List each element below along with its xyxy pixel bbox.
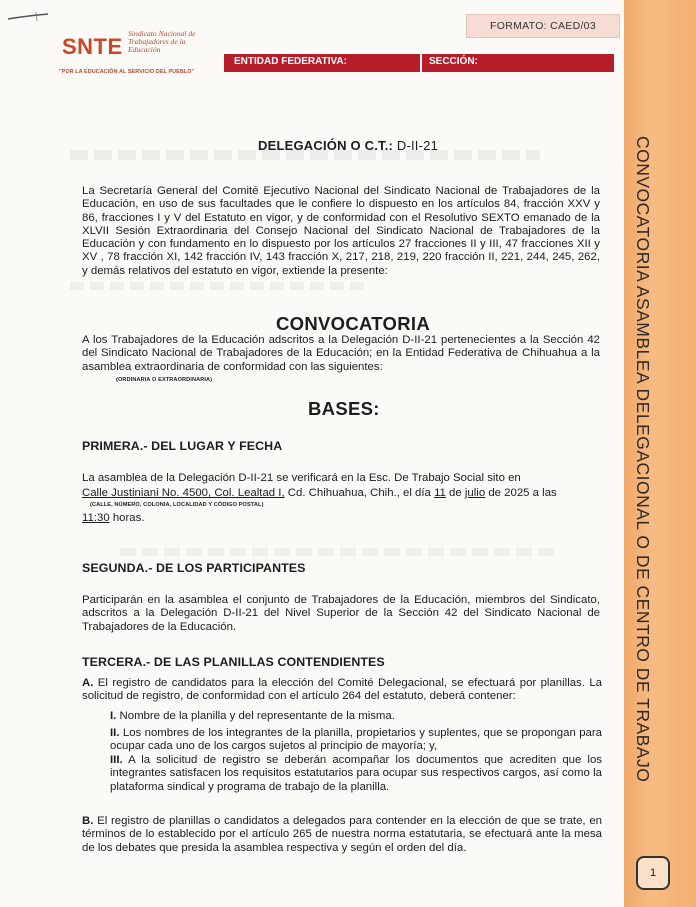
primera-heading: PRIMERA.- DEL LUGAR Y FECHA: [82, 439, 283, 453]
primera-line-1: La asamblea de la Delegación D-II-21 se verificará en la Esc. De Trabajo Social sito en: [82, 472, 521, 484]
item-i: [110, 710, 602, 723]
bases-title: BASES:: [308, 398, 380, 419]
year-text: de 2025 a las: [485, 487, 557, 499]
tercera-b-paragraph: [82, 815, 602, 855]
time-value: 11:30: [82, 512, 110, 524]
pen-mark-icon: [6, 10, 50, 22]
b-text: El registro de planillas o candidatos a delegados para contender en la elección de que se trate, en términos de lo establecido por el artículo 265 de nuestra norma estatutaria, se efectuará ante la mesa de los debates que presida la asamblea respectiva y según el orden del día.: [82, 815, 602, 854]
item-ii-num: II.: [110, 727, 120, 739]
red-bar-divider: [420, 54, 422, 72]
segunda-heading: SEGUNDA.- DE LOS PARTICIPANTES: [82, 561, 306, 575]
segunda-paragraph: Participarán en la asamblea el conjunto de Trabajadores de la Educación, miembros del Sindicato, adscritos a la Delegación D-II-21 del Nivel Superior de la Sección 42 del Sindicato Nacional de Trabajadores de la Educación.: [82, 594, 600, 633]
intro-paragraph: La Secretaría General del Comité Ejecutivo Nacional del Sindicato Nacional de Trabajadores de la Educación, en uso de sus facultades que le confiere lo dispuesto en los artículos 84, fracción XXV y 86, fracciones I y V del Estatuto en vigor, y de conformidad con el Resolutivo SEXTO emanado de la XLVII Sesión Extraordinaria del Consejo Nacional del Sindicato Nacional de Trabajadores de la Educación y con fundamento en lo dispuesto por los artículos 27 fracciones II y III, 47 fracciones XII y XV , 78 fracción XI, 142 fracción IV, 143 fracción X, 217, 218, 219, 220 fracción II, 221, 244, 245, 262, y demás relativos del estatuto en vigor, extiende la presente:: [82, 185, 600, 277]
page-number-box: [636, 856, 670, 890]
item-i-text: Nombre de la planilla y del representante de la misma.: [116, 710, 395, 722]
show-through-marks: [70, 282, 370, 290]
item-ii-text: Los nombres de los integrantes de la planilla, propietarios y suplentes, que se propongan para ocupar cada uno de los cargos sujetos al principio de mayoría; y,: [110, 727, 602, 753]
tercera-heading: TERCERA.- DE LAS PLANILLAS CONTENDIENTES: [82, 655, 385, 669]
logo-text: Sindicato Nacional de Trabajadores de la Educación: [128, 29, 196, 55]
snte-logo: [56, 26, 196, 70]
logo-mark: SNTE: [62, 34, 123, 59]
entidad-label: ENTIDAD FEDERATIVA:: [234, 56, 347, 67]
a-letter: A.: [82, 677, 94, 689]
ordinaria-label: (ORDINARIA O EXTRAORDINARIA): [116, 377, 213, 383]
month-value: julio: [464, 487, 486, 499]
item-iii: [110, 754, 602, 794]
side-title-text: CONVOCATORIA ASAMBLEA DELEGACIONAL O DE CENTRO DE TRABAJO: [633, 136, 653, 783]
item-iii-text: A la solicitud de registro se deberán acompañar los documentos que acrediten que los integrantes satisfacen los requisitos estatutarios para ocupar sus respectivos cargos, así como la plataforma sindical y programa de trabajo de la planilla.: [110, 754, 602, 793]
logo-slogan: "POR LA EDUCACIÓN AL SERVICIO DEL PUEBLO": [59, 69, 195, 75]
de-text: de: [445, 487, 465, 499]
item-i-num: I.: [110, 710, 117, 722]
address-label: (CALLE, NÚMERO, COLONIA, LOCALIDAD Y CÓDIGO POSTAL): [90, 502, 264, 508]
convocatoria-title: CONVOCATORIA: [276, 313, 431, 334]
horas-line: [82, 512, 145, 524]
show-through-marks: [120, 548, 560, 556]
item-iii-num: III.: [110, 754, 123, 766]
convocatoria-paragraph: A los Trabajadores de la Educación adscritos a la Delegación D-II-21 pertenecientes a la Sección 42 del Sindicato Nacional de Trabajadores de la Educación; en la Entidad Federativa de Chihuahua a la asamblea extraordinaria de conformidad con las siguientes:: [82, 334, 600, 373]
city-text: Cd. Chihuahua, Chih., el día: [284, 487, 435, 499]
tercera-a-paragraph: [82, 677, 602, 704]
b-letter: B.: [82, 815, 94, 827]
delegacion-label: DELEGACIÓN O C.T.:: [258, 138, 394, 153]
page-number: 1: [649, 867, 657, 879]
a-text: El registro de candidatos para la elección del Comité Delegacional, se efectuará por planillas. La solicitud de registro, de conformidad con el artículo 264 del estatuto, deberá contener:: [82, 677, 602, 703]
seccion-label: SECCIÓN:: [429, 56, 478, 67]
primera-line-2: [82, 485, 600, 501]
item-ii: [110, 727, 602, 754]
primera-paragraph: [82, 470, 600, 501]
address-value: Calle Justiniani No. 4500, Col. Lealtad I,: [82, 487, 285, 499]
format-code-box: FORMATO: CAED/03: [466, 14, 620, 38]
side-title: [632, 136, 662, 796]
delegacion-line: [258, 138, 438, 153]
horas-text: horas.: [109, 512, 145, 524]
day-value: 11: [434, 487, 446, 499]
delegacion-value: D-II-21: [396, 138, 439, 153]
